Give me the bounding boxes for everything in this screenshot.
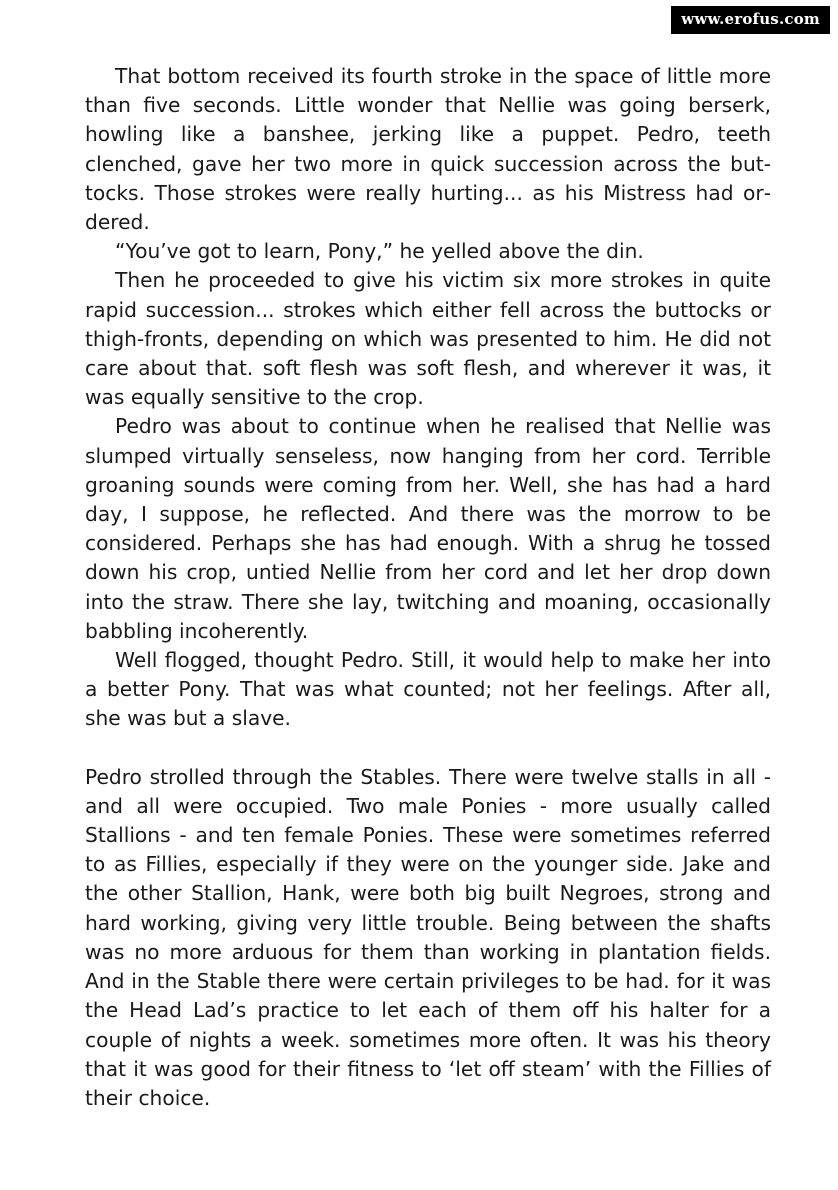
paragraph-3: Then he proceeded to give his victim six more strokes in quite rapid succession... strokes which either fell across the buttocks or thigh-fronts, depending on which was presented to him. He did not care about that. soft flesh was soft flesh, and wherever it was, it was equally sensitive to the crop. <box>85 268 771 410</box>
section-break <box>85 734 771 763</box>
watermark-logo[interactable]: www.erofus.com <box>671 6 830 34</box>
paragraph-1: That bottom received its fourth stroke in the space of little more than five seconds. Little wonder that Nellie was going berserk, howling like a banshee, jerking like a puppet. Pedro, teeth clenched, gave her two more in quick succession across the buttocks. Those strokes were really hurting... as his Mistress had ordered. <box>85 64 771 235</box>
paragraph-5: Well flogged, thought Pedro. Still, it would help to make her into a better Pony. That was what counted; not her feelings. After all, she was but a slave. <box>85 648 771 731</box>
paragraph-6: Pedro strolled through the Stables. There were twelve stalls in all - and all were occupied. Two male Ponies - more usually called Stallions - and ten female Ponies. These were sometimes referred to as Fillies, especially if they were on the younger side. Jake and the other Stallion, Hank, were both big built Negroes, strong and hard working, giving very little trouble. Being between the shafts was no more arduous for them than working in plantation fields. And in the Stable there were certain privileges to be had. for it was the Head Lad’s practice to let each of them off his halter for a couple of nights a week. sometimes more often. It was his theory that it was good for their fitness to ‘let off steam’ with the Fillies of their choice. <box>85 764 771 1110</box>
document-page <box>85 62 771 1113</box>
paragraph-4: Pedro was about to continue when he realised that Nellie was slumped virtually senseless, now hanging from her cord. Terrible groaning sounds were coming from her. Well, she has had a hard day, I suppose, he reflected. And there was the morrow to be considered. Perhaps she has had enough. With a shrug he tossed down his crop, untied Nellie from her cord and let her drop down into the straw. There she lay, twitching and moaning, occasionally babbling incoherently. <box>85 414 771 643</box>
paragraph-2: “You’ve got to learn, Pony,” he yelled above the din. <box>115 239 644 264</box>
